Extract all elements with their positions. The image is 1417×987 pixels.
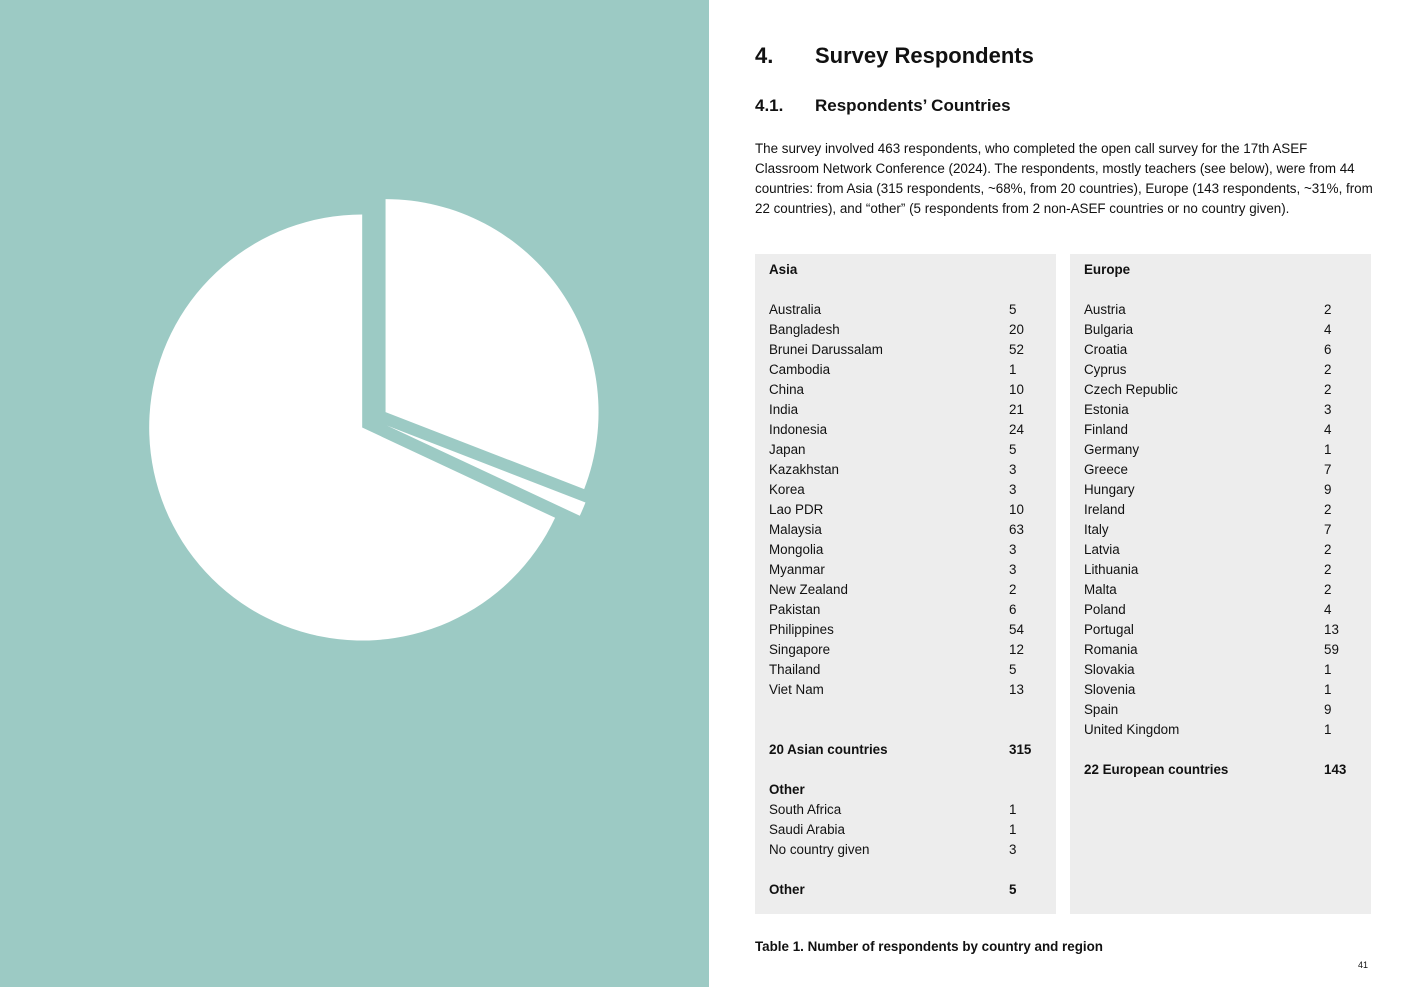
page-title [755,43,1034,69]
respondent-count: 2 [1324,562,1332,577]
respondent-count: 3 [1009,842,1017,857]
respondent-count: 20 [1009,322,1024,337]
section-number: 4. [755,43,774,68]
respondent-count: 63 [1009,522,1024,537]
respondent-count: 3 [1009,462,1017,477]
table-row [769,820,1056,840]
table-row [1084,540,1371,560]
table-row [769,320,1056,340]
country-name: Thailand [769,662,821,677]
respondent-count: 52 [1009,342,1024,357]
country-name: Pakistan [769,602,821,617]
table-row [1084,360,1371,380]
country-name: Philippines [769,622,834,637]
table-row [769,300,1056,320]
respondent-count: 1 [1009,362,1017,377]
table-caption: Table 1. Number of respondents by country and region [755,939,1103,954]
country-name: Croatia [1084,342,1128,357]
country-name: Italy [1084,522,1109,537]
page-number: 41 [1358,960,1369,970]
asia-table-title: Asia [769,262,798,277]
respondent-count: 5 [1009,662,1017,677]
respondent-count: 21 [1009,402,1024,417]
country-name: Malaysia [769,522,822,537]
respondent-count: 3 [1009,482,1017,497]
country-name: Mongolia [769,542,824,557]
subsection-title-text: Respondents’ Countries [815,96,1011,115]
country-name: Bulgaria [1084,322,1134,337]
table-row [1084,340,1371,360]
intro-paragraph: The survey involved 463 respondents, who completed the open call survey for the 17th ASEF Classroom Network Conference (2024). The respondents, mostly teachers (see below), were from 44 countries: from Asia (315 respondents, ~68%, from 20 countries), Europe (143 respondents, ~31%, from 22 countries), and “other” (5 respondents from 2 non-ASEF countries or no country given). [755,141,1373,216]
europe-rows [1084,300,1371,740]
table-row [1084,500,1371,520]
table-row [1084,660,1371,680]
country-name: Hungary [1084,482,1135,497]
country-name: Finland [1084,422,1128,437]
section-title: Survey Respondents [815,43,1034,68]
country-name: Slovenia [1084,682,1136,697]
table-row [769,520,1056,540]
respondent-count: 54 [1009,622,1024,637]
respondent-count: 6 [1324,342,1332,357]
other-total-row [769,880,1056,900]
respondent-count: 2 [1324,382,1332,397]
table-row [769,580,1056,600]
country-name: Saudi Arabia [769,822,845,837]
respondent-count: 4 [1324,422,1332,437]
table-row [769,540,1056,560]
other-table-title: Other [769,782,805,797]
table-row [1084,720,1371,740]
other-total-label: Other [769,882,805,897]
country-name: Romania [1084,642,1138,657]
country-name: Bangladesh [769,322,840,337]
asia-rows [769,300,1056,700]
table-row [769,500,1056,520]
table-row [769,800,1056,820]
respondent-count: 1 [1324,662,1332,677]
table-row [769,680,1056,700]
table-row [1084,400,1371,420]
asia-total-row [769,740,1056,760]
country-name: Singapore [769,642,831,657]
country-name: Poland [1084,602,1126,617]
table-row [1084,320,1371,340]
table-row [1084,600,1371,620]
table-row [1084,580,1371,600]
table-row [1084,460,1371,480]
respondent-count: 3 [1324,402,1332,417]
country-name: Japan [769,442,806,457]
europe-total-label: 22 European countries [1084,762,1229,777]
country-name: Czech Republic [1084,382,1178,397]
respondent-count: 10 [1009,502,1024,517]
table-row [1084,480,1371,500]
respondent-count: 9 [1324,482,1332,497]
respondent-count: 1 [1009,822,1017,837]
country-name: Slovakia [1084,662,1135,677]
table-row [769,400,1056,420]
country-name: Myanmar [769,562,825,577]
country-name: Spain [1084,702,1119,717]
table-row [1084,520,1371,540]
respondent-count: 24 [1009,422,1024,437]
respondent-count: 7 [1324,462,1332,477]
country-name: Brunei Darussalam [769,342,883,357]
country-name: Cyprus [1084,362,1127,377]
country-name: Latvia [1084,542,1120,557]
country-name: Viet Nam [769,682,824,697]
table-row [1084,300,1371,320]
country-name: Malta [1084,582,1117,597]
country-name: Lao PDR [769,502,824,517]
respondent-count: 4 [1324,602,1332,617]
respondent-count: 1 [1324,682,1332,697]
respondent-count: 1 [1009,802,1017,817]
respondent-count: 5 [1009,442,1017,457]
respondent-count: 13 [1324,622,1339,637]
asia-total-value: 315 [1009,742,1032,757]
country-name: Estonia [1084,402,1129,417]
respondent-count: 1 [1324,722,1332,737]
table-row [769,420,1056,440]
table-row [1084,380,1371,400]
country-name: Austria [1084,302,1126,317]
country-name: Portugal [1084,622,1134,637]
table-row [1084,420,1371,440]
country-name: Cambodia [769,362,831,377]
table-row [1084,700,1371,720]
other-rows [769,800,1056,860]
subsection-title [755,96,1011,116]
country-name: Indonesia [769,422,828,437]
country-name: China [769,382,804,397]
table-row [769,380,1056,400]
respondent-count: 4 [1324,322,1332,337]
country-name: South Africa [769,802,842,817]
table-row [1084,680,1371,700]
respondent-count: 13 [1009,682,1024,697]
table-row [1084,620,1371,640]
europe-total-value: 143 [1324,762,1347,777]
table-row [769,660,1056,680]
respondent-count: 7 [1324,522,1332,537]
table-row [769,840,1056,860]
respondent-count: 9 [1324,702,1332,717]
asia-total-label: 20 Asian countries [769,742,888,757]
country-name: Lithuania [1084,562,1139,577]
respondent-count: 2 [1009,582,1017,597]
table-row [769,560,1056,580]
table-row [769,460,1056,480]
pie-slice-europe [386,199,599,489]
country-name: Australia [769,302,822,317]
other-total-value: 5 [1009,882,1017,897]
country-name: Kazakhstan [769,462,839,477]
table-row [769,440,1056,460]
subsection-number: 4.1. [755,96,784,115]
country-name: Germany [1084,442,1140,457]
table-row [1084,560,1371,580]
country-name: Korea [769,482,805,497]
table-row [769,480,1056,500]
country-name: Greece [1084,462,1128,477]
respondent-count: 3 [1009,562,1017,577]
respondent-count: 59 [1324,642,1339,657]
respondent-count: 6 [1009,602,1017,617]
respondent-count: 2 [1324,582,1332,597]
europe-total-row [1084,760,1371,780]
table-row [769,600,1056,620]
respondent-count: 12 [1009,642,1024,657]
country-name: United Kingdom [1084,722,1180,737]
table-row [1084,640,1371,660]
europe-table [1070,254,1371,914]
respondent-count: 5 [1009,302,1017,317]
table-row [769,640,1056,660]
country-name: Ireland [1084,502,1125,517]
country-name: New Zealand [769,582,848,597]
respondent-count: 2 [1324,302,1332,317]
respondent-count: 10 [1009,382,1024,397]
country-name: No country given [769,842,870,857]
europe-table-title: Europe [1084,262,1131,277]
respondent-count: 2 [1324,362,1332,377]
table-row [769,620,1056,640]
respondent-count: 3 [1009,542,1017,557]
table-row [769,360,1056,380]
respondent-count: 2 [1324,502,1332,517]
table-row [769,340,1056,360]
country-name: India [769,402,799,417]
table-row [1084,440,1371,460]
respondent-count: 2 [1324,542,1332,557]
respondent-count: 1 [1324,442,1332,457]
asia-table [755,254,1056,914]
